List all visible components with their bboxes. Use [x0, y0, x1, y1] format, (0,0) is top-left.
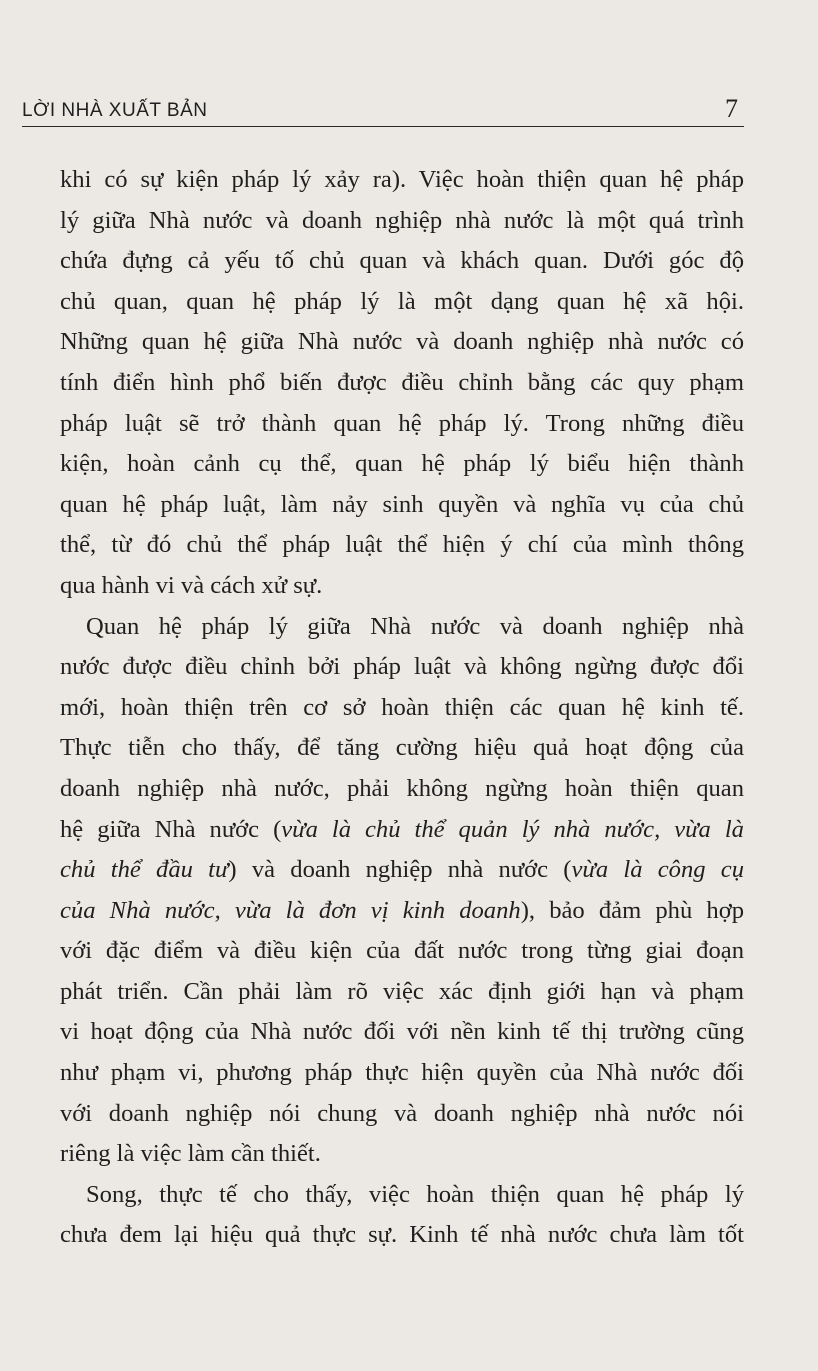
text-line: Thực tiễn cho thấy, để tăng cường hiệu quả hoạt động của [60, 734, 744, 762]
text-segment: hệ giữa Nhà nước ( [60, 815, 282, 843]
text-line: phát triển. Cần phải làm rõ việc xác định giới hạn và phạm [60, 977, 744, 1005]
text-line-mixed [60, 850, 744, 891]
text-line: chưa đem lại hiệu quả thực sự. Kinh tế nhà nước chưa làm tốt [60, 1221, 744, 1249]
text-line: qua hành vi và cách xử sự. [60, 571, 323, 599]
text-line: như phạm vi, phương pháp thực hiện quyền của Nhà nước đối [60, 1059, 744, 1087]
text-line: chủ quan, quan hệ pháp lý là một dạng quan hệ xã hội. [60, 287, 744, 315]
paragraph-start-line: Song, thực tế cho thấy, việc hoàn thiện quan hệ pháp lý [86, 1180, 744, 1208]
italic-segment: của Nhà nước, vừa là đơn vị kinh doanh [60, 896, 521, 924]
text-line: kiện, hoàn cảnh cụ thể, quan hệ pháp lý biểu hiện thành [60, 450, 744, 478]
text-line: lý giữa Nhà nước và doanh nghiệp nhà nước là một quá trình [60, 206, 744, 234]
text-line: pháp luật sẽ trở thành quan hệ pháp lý. Trong những điều [60, 409, 744, 437]
text-line: khi có sự kiện pháp lý xảy ra). Việc hoàn thiện quan hệ pháp [60, 166, 744, 193]
text-line: quan hệ pháp luật, làm nảy sinh quyền và nghĩa vụ của chủ [60, 490, 744, 518]
text-line-mixed [60, 810, 744, 851]
text-line: tính điển hình phổ biến được điều chỉnh bằng các quy phạm [60, 368, 744, 396]
running-header [22, 92, 744, 127]
text-line: với đặc điểm và điều kiện của đất nước trong từng giai đoạn [60, 937, 744, 965]
text-line: vi hoạt động của Nhà nước đối với nền kinh tế thị trường cũng [60, 1018, 744, 1046]
paragraph-start-line: Quan hệ pháp lý giữa Nhà nước và doanh nghiệp nhà [86, 612, 744, 640]
section-title: LỜI NHÀ XUẤT BẢN [22, 100, 208, 121]
text-line: mới, hoàn thiện trên cơ sở hoàn thiện các quan hệ kinh tế. [60, 693, 744, 721]
text-line: thể, từ đó chủ thể pháp luật thể hiện ý chí của mình thông [60, 531, 744, 559]
text-line: chứa đựng cả yếu tố chủ quan và khách quan. Dưới góc độ [60, 247, 744, 275]
text-segment: ) và doanh nghiệp nhà nước ( [228, 856, 572, 884]
italic-segment: chủ thể đầu tư [60, 856, 229, 884]
text-line: riêng là việc làm cần thiết. [60, 1140, 321, 1168]
text-line: Những quan hệ giữa Nhà nước và doanh nghiệp nhà nước có [60, 328, 744, 356]
text-line: với doanh nghiệp nói chung và doanh nghiệp nhà nước nói [60, 1099, 744, 1127]
text-line-mixed [60, 891, 744, 932]
page-number: 7 [725, 94, 738, 123]
body-text [60, 160, 744, 1256]
italic-segment: vừa là chủ thể quản lý nhà nước, vừa là [281, 815, 744, 843]
italic-segment: vừa là công cụ [571, 856, 744, 884]
text-line: nước được điều chỉnh bởi pháp luật và không ngừng được đổi [60, 653, 744, 681]
text-line: doanh nghiệp nhà nước, phải không ngừng hoàn thiện quan [60, 774, 744, 802]
text-segment: ), bảo đảm phù hợp [520, 896, 744, 924]
